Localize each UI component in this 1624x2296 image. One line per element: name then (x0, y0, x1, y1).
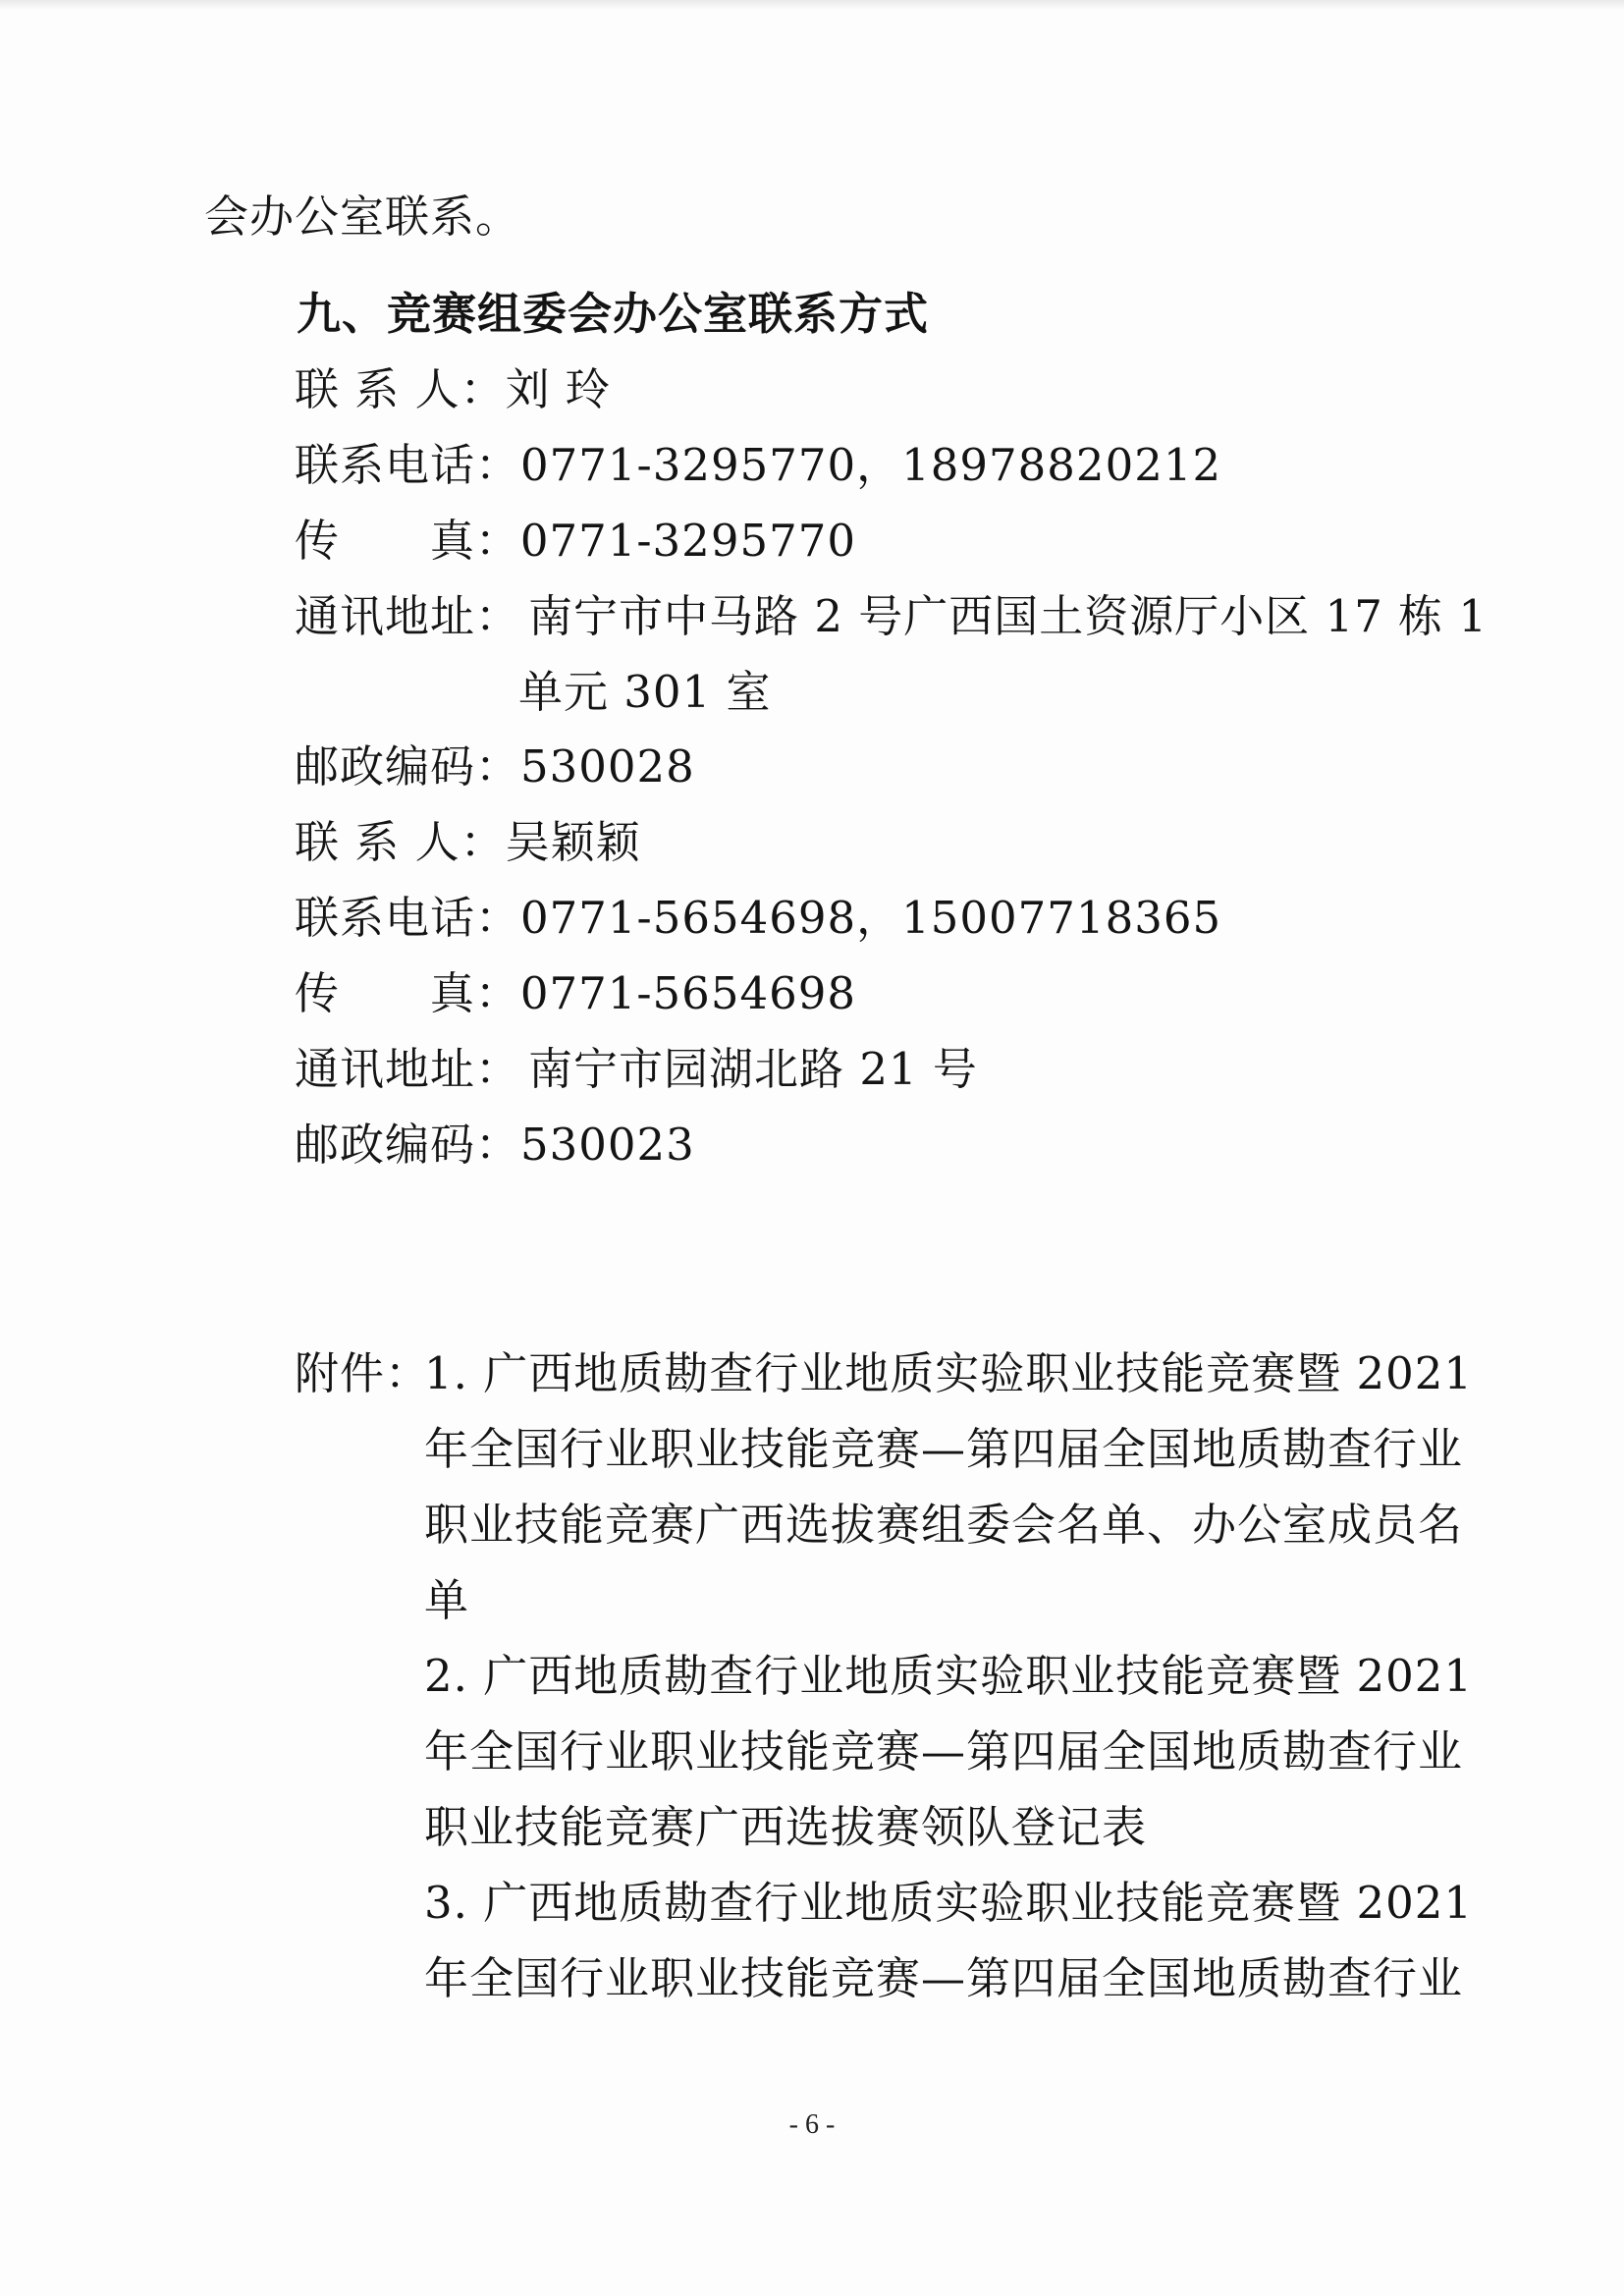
contact-2-address-label: 通讯地址： (295, 1043, 521, 1095)
contact-2-phone-row (295, 892, 1222, 944)
contact-1-phone: 0771-3295770，18978820212 (520, 439, 1222, 491)
attachment-1-line-4: 单 (424, 1574, 470, 1626)
attachment-3-line-1: 3. 广西地质勘查行业地质实验职业技能竞赛暨 2021 (424, 1877, 1474, 1929)
contact-1-postcode: 530028 (520, 740, 695, 793)
contact-2-name: 吴颖颖 (505, 816, 641, 868)
contact-1-phone-row (295, 439, 1222, 491)
contact-2-postcode-label: 邮政编码： (295, 1119, 521, 1171)
contact-2-name-label: 联 系 人： (295, 816, 506, 868)
contact-2-address-row (295, 1043, 978, 1095)
continuation-line: 会办公室联系。 (204, 191, 521, 243)
contact-1-fax: 0771-3295770 (519, 515, 856, 567)
contact-2-postcode-row (295, 1119, 695, 1171)
scan-edge (0, 0, 1624, 10)
contact-2-phone-label: 联系电话： (295, 892, 521, 944)
contact-2-address-line1: 南宁市园湖北路 21 号 (528, 1043, 978, 1095)
attachment-3-line-2: 年全国行业职业技能竞赛—第四届全国地质勘查行业 (424, 1952, 1464, 2004)
contact-1-address-line2: 单元 301 室 (518, 666, 772, 718)
attachments-label: 附件： (295, 1347, 431, 1399)
section-heading: 九、竞赛组委会办公室联系方式 (297, 288, 930, 340)
contact-1-name: 刘 玲 (505, 363, 611, 415)
contact-1-fax-label: 传 真： (295, 515, 520, 567)
contact-2-postcode: 530023 (520, 1119, 695, 1171)
contact-2-fax-label: 传 真： (295, 967, 520, 1019)
contact-1-postcode-row (295, 740, 695, 793)
contact-1-address-line1: 南宁市中马路 2 号广西国土资源厅小区 17 栋 1 (528, 590, 1489, 642)
attachment-1-line-3: 职业技能竞赛广西选拔赛组委会名单、办公室成员名 (424, 1499, 1464, 1551)
contact-1-address-row (295, 590, 1489, 642)
contact-2-phone: 0771-5654698，15007718365 (520, 892, 1222, 944)
page-number: - 6 - (788, 2109, 836, 2140)
contact-1-fax-row (295, 515, 856, 567)
attachment-2-line-2: 年全国行业职业技能竞赛—第四届全国地质勘查行业 (424, 1725, 1464, 1777)
contact-1-phone-label: 联系电话： (295, 439, 521, 491)
contact-2-name-row (295, 816, 641, 868)
attachment-2-line-3: 职业技能竞赛广西选拔赛领队登记表 (424, 1801, 1148, 1853)
contact-1-postcode-label: 邮政编码： (295, 740, 521, 793)
contact-1-name-row (295, 363, 611, 415)
attachment-2-line-1: 2. 广西地质勘查行业地质实验职业技能竞赛暨 2021 (424, 1650, 1474, 1702)
contact-2-fax-row (295, 967, 856, 1019)
attachment-1-line-2: 年全国行业职业技能竞赛—第四届全国地质勘查行业 (424, 1423, 1464, 1475)
contact-1-address-label: 通讯地址： (295, 590, 521, 642)
contact-1-name-label: 联 系 人： (295, 363, 506, 415)
attachment-1-line-1: 1. 广西地质勘查行业地质实验职业技能竞赛暨 2021 (424, 1347, 1474, 1399)
contact-2-fax: 0771-5654698 (519, 967, 856, 1019)
